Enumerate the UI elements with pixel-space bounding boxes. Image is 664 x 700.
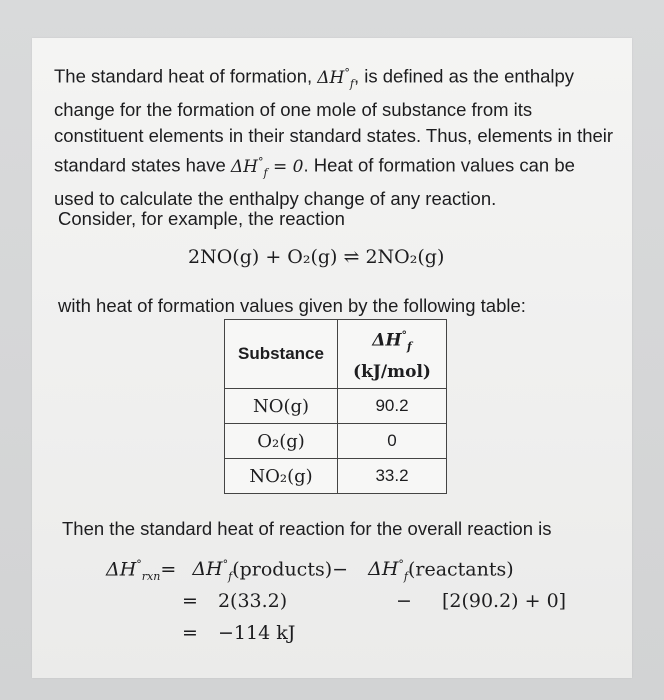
- table-row: [225, 389, 447, 424]
- consider-text: Consider, for example, the reaction: [58, 208, 345, 229]
- header-delta-h: $\Delta H^\circ_f$ (kJ/mol): [338, 320, 447, 389]
- intro-paragraph: [54, 60, 614, 212]
- delta-h-symbol: $\Delta H^\circ_f$: [317, 66, 354, 91]
- intro-text-2: , is defined as the enthalpy change for the formation of one mole of substance from its constituent elements in their standard states. Thus, elements in their standard states have: [54, 65, 614, 176]
- table-row: [225, 459, 447, 494]
- header-substance: Substance: [225, 320, 338, 389]
- table-row: [225, 424, 447, 459]
- value-cell: 90.2: [338, 389, 447, 424]
- intro-text-1: The standard heat of formation,: [54, 65, 318, 87]
- reaction-equation: 2NO(g) + O₂(g) ⇌ 2NO₂(g): [188, 246, 445, 268]
- value-cell: 33.2: [338, 459, 447, 494]
- table-header-row: [225, 320, 447, 389]
- delta-h-zero: $\Delta H^\circ_f = 0$: [230, 155, 304, 180]
- intro-text-3: . Heat of formation values can be used to calculate the enthalpy change of any reaction.: [54, 154, 575, 210]
- equation-line-3: = −114 kJ: [182, 622, 296, 644]
- equation-line-1: $\Delta H^\circ_{rxn}=$ $\Delta H^\circ_f(products)-$ $\Delta H^\circ_f(reactants)$: [106, 558, 514, 584]
- substance-cell: O₂(g): [225, 424, 338, 459]
- equation-line-2-rhs: − [2(90.2) + 0]: [396, 590, 567, 612]
- substance-cell: NO₂(g): [225, 459, 338, 494]
- table-intro-text: with heat of formation values given by the following table:: [58, 295, 526, 316]
- document-card: [32, 38, 632, 678]
- then-text: Then the standard heat of reaction for the overall reaction is: [62, 518, 552, 539]
- heat-of-formation-table: [224, 319, 447, 494]
- equation-line-2: = 2(33.2): [182, 590, 288, 612]
- substance-cell: NO(g): [225, 389, 338, 424]
- value-cell: 0: [338, 424, 447, 459]
